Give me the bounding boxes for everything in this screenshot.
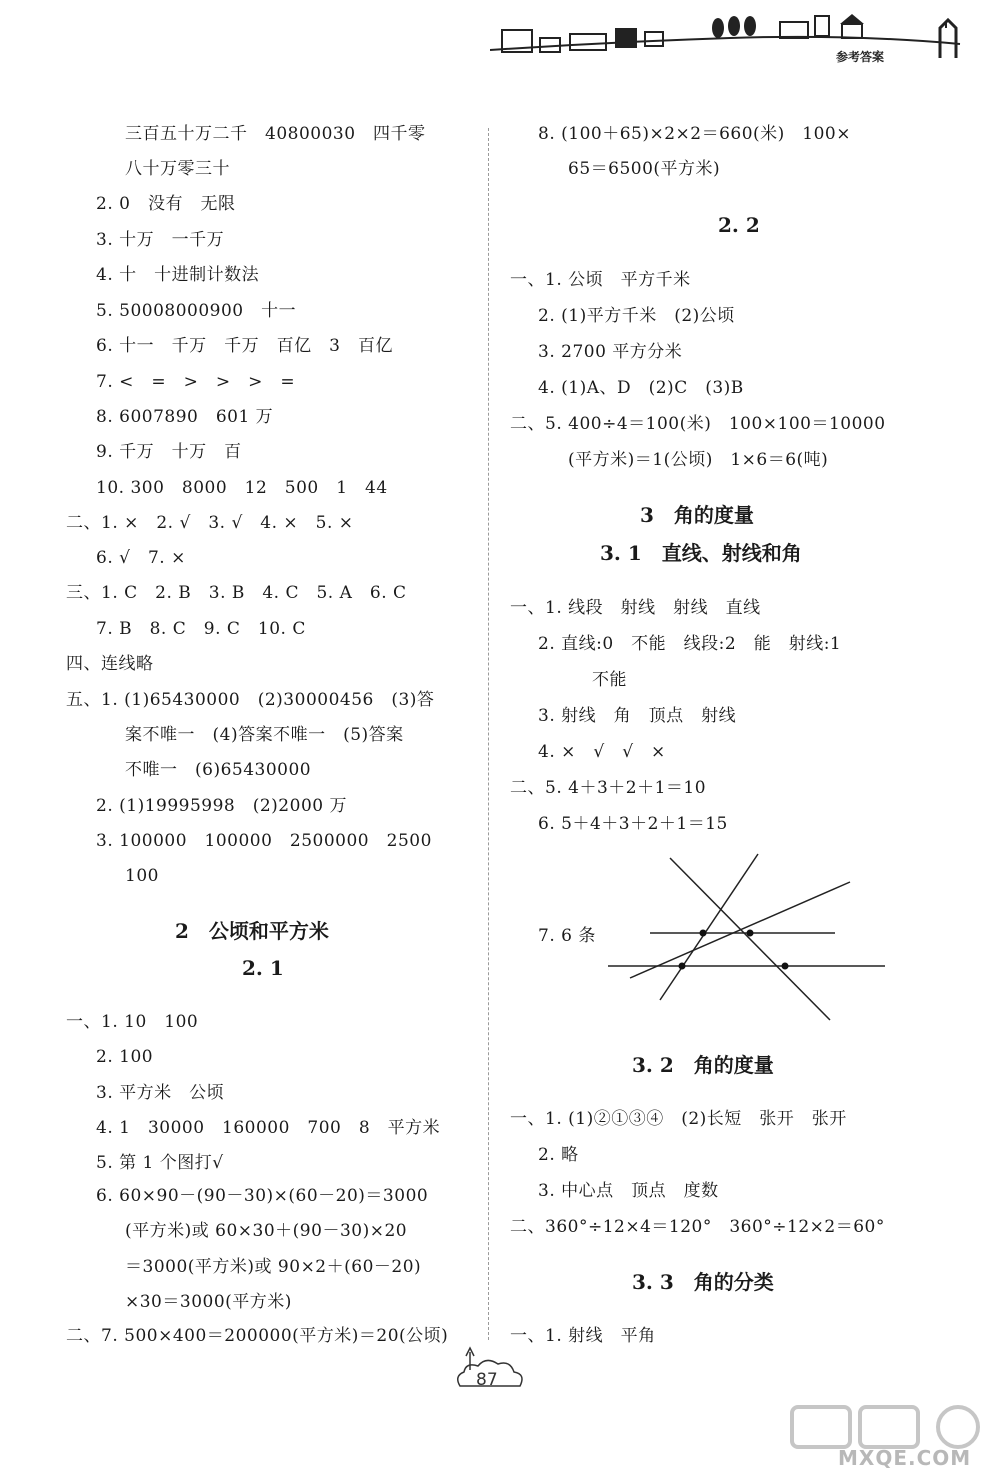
answer-line: 6. 60×90－(90－30)×(60－20)＝3000 xyxy=(96,1186,429,1206)
answer-line: 7. 6 条 xyxy=(538,926,596,946)
answer-line: 3. 平方米 公顷 xyxy=(96,1083,225,1103)
answer-line: 6. 十一 千万 千万 百亿 3 百亿 xyxy=(96,336,393,356)
answer-line: 6. √ 7. × xyxy=(96,548,186,568)
answer-line: 三、1. C 2. B 3. B 4. C 5. A 6. C xyxy=(66,583,407,603)
answer-line: 2. 0 没有 无限 xyxy=(96,194,236,214)
section-heading: 3 角的度量 xyxy=(640,503,754,527)
answer-line: 4. 1 30000 160000 700 8 平方米 xyxy=(96,1118,441,1138)
answer-line: 100 xyxy=(125,866,159,886)
section-heading: 2 公顷和平方米 xyxy=(175,919,329,943)
header-answer-label: 参考答案 xyxy=(836,50,885,64)
answer-line: 5. 第 1 个图打√ xyxy=(96,1153,224,1173)
subsection-heading: 2. 2 xyxy=(718,213,760,237)
answer-line: 案不唯一 (4)答案不唯一 (5)答案 xyxy=(125,725,404,745)
answer-line: 2. 直线:0 不能 线段:2 能 射线:1 xyxy=(538,634,842,654)
answer-line: 一、1. (1)②①③④ (2)长短 张开 张开 xyxy=(510,1109,847,1129)
answer-line: 4. (1)A、D (2)C (3)B xyxy=(538,378,744,398)
answer-line: 一、1. 线段 射线 射线 直线 xyxy=(510,598,761,618)
intersection-point xyxy=(782,963,789,970)
answer-line: 二、1. × 2. √ 3. √ 4. × 5. × xyxy=(66,513,354,533)
answer-line: 一、1. 公顷 平方千米 xyxy=(510,270,691,290)
intersection-point xyxy=(679,963,686,970)
column-divider xyxy=(488,128,489,1340)
answer-line: 2. 100 xyxy=(96,1047,154,1067)
answer-line: 7. B 8. C 9. C 10. C xyxy=(96,619,306,639)
header-village-illustration xyxy=(490,8,970,78)
figure-line xyxy=(670,858,830,1020)
answer-line: 2. (1)19995998 (2)2000 万 xyxy=(96,796,347,816)
answer-line: (平方米)或 60×30＋(90－30)×20 xyxy=(125,1221,408,1241)
answer-line: 不能 xyxy=(592,670,627,690)
intersecting-lines-figure xyxy=(600,848,890,1028)
intersection-point xyxy=(747,930,754,937)
answer-line: ×30＝3000(平方米) xyxy=(125,1292,292,1312)
page-number: 87 xyxy=(476,1370,498,1390)
answer-line: 2. 略 xyxy=(538,1145,579,1165)
answer-line: 3. 射线 角 顶点 射线 xyxy=(538,706,737,726)
subsection-heading: 3. 1 直线、射线和角 xyxy=(600,541,802,565)
figure-line xyxy=(660,854,758,1000)
answer-line: 4. 十 十进制计数法 xyxy=(96,265,260,285)
answer-line: 65＝6500(平方米) xyxy=(568,159,721,179)
answer-line: 3. 十万 一千万 xyxy=(96,230,225,250)
answer-line: 不唯一 (6)65430000 xyxy=(125,760,312,780)
answer-line: 五、1. (1)65430000 (2)30000456 (3)答 xyxy=(66,690,435,710)
subsection-heading: 3. 3 角的分类 xyxy=(632,1270,774,1294)
answer-line: 一、1. 射线 平角 xyxy=(510,1326,656,1346)
answer-line: 二、5. 400÷4＝100(米) 100×100＝10000 xyxy=(510,414,886,434)
answer-line: 9. 千万 十万 百 xyxy=(96,442,242,462)
answer-line: ＝3000(平方米)或 90×2＋(60－20) xyxy=(125,1257,422,1277)
answer-line: 3. 2700 平方分米 xyxy=(538,342,683,362)
subsection-heading: 2. 1 xyxy=(242,956,284,980)
answer-line: 一、1. 10 100 xyxy=(66,1012,199,1032)
answer-line: 4. × √ √ × xyxy=(538,742,666,762)
intersection-point xyxy=(700,930,707,937)
answer-line: 3. 中心点 顶点 度数 xyxy=(538,1181,719,1201)
answer-line: 8. (100＋65)×2×2＝660(米) 100× xyxy=(538,124,851,144)
answer-line: 二、5. 4＋3＋2＋1＝10 xyxy=(510,778,707,798)
answer-line: 8. 6007890 601 万 xyxy=(96,407,274,427)
watermark-text: MXQE.COM xyxy=(838,1446,972,1470)
answer-line: 二、7. 500×400＝200000(平方米)＝20(公顷) xyxy=(66,1326,449,1346)
answer-line: 四、连线略 xyxy=(66,654,154,674)
answer-line: 三百五十万二千 40800030 四千零 xyxy=(125,124,426,144)
answer-line: 2. (1)平方千米 (2)公顷 xyxy=(538,306,735,326)
answer-line: 10. 300 8000 12 500 1 44 xyxy=(96,478,388,498)
answer-line: 6. 5＋4＋3＋2＋1＝15 xyxy=(538,814,728,834)
subsection-heading: 3. 2 角的度量 xyxy=(632,1053,774,1077)
answer-line: 八十万零三十 xyxy=(125,159,230,179)
figure-line xyxy=(630,882,850,978)
answer-line: 3. 100000 100000 2500000 2500 xyxy=(96,831,432,851)
answer-line: 二、360°÷12×4＝120° 360°÷12×2＝60° xyxy=(510,1217,885,1237)
answer-line: 7. < = > > > = xyxy=(96,372,296,392)
answer-line: 5. 50008000900 十一 xyxy=(96,301,297,321)
answer-line: (平方米)＝1(公顷) 1×6＝6(吨) xyxy=(568,450,829,470)
